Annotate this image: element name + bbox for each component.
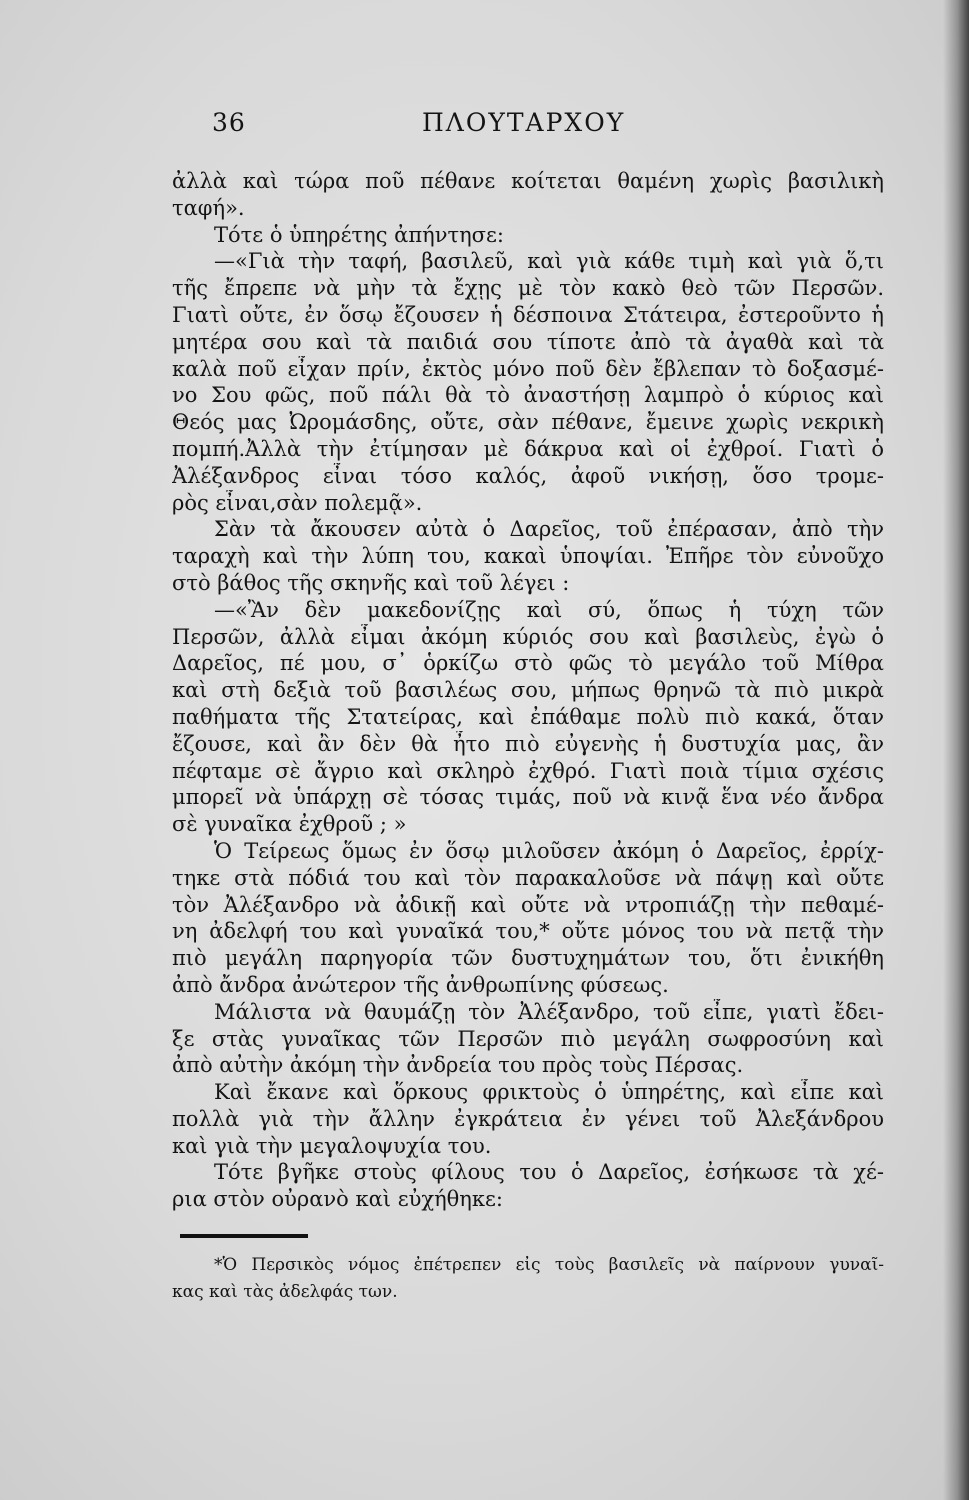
text-line: Σὰν τὰ ἄκουσεν αὐτὰ ὁ Δαρεῖος, τοῦ ἐπέρασαν, ἀπὸ τὴν: [214, 517, 884, 542]
text-line: τῆς ἔπρεπε νὰ μὴν τὰ ἔχῃς μὲ τὸν κακὸ θεὸ τῶν Περσῶν.: [172, 276, 884, 301]
text-line: νη ἀδελφή του καὶ γυναῖκά του,* οὔτε μόνος του νὰ πετᾷ τὴν: [172, 919, 884, 944]
text-line: Καὶ ἔκανε καὶ ὅρκους φρικτοὺς ὁ ὑπηρέτης, καὶ εἶπε καὶ: [214, 1080, 884, 1105]
body-text: [172, 168, 884, 1213]
text-line: ξε στὰς γυναῖκας τῶν Περσῶν πιὸ μεγάλη σωφροσύνη καὶ: [172, 1026, 884, 1051]
text-line: καὶ στὴ δεξιὰ τοῦ βασιλέως σου, μήπως θρηνῶ τὰ πιὸ μικρὰ: [172, 678, 884, 703]
text-line: στὸ βάθος τῆς σκηνῆς καὶ τοῦ λέγει :: [172, 570, 570, 595]
text-line: τηκε στὰ πόδιά του καὶ τὸν παρακαλοῦσε νὰ πάψῃ καὶ οὔτε: [172, 865, 884, 890]
binding-shadow: [943, 0, 969, 1500]
text-line: ρια στὸν οὐρανὸ καὶ εὐχήθηκε:: [172, 1187, 503, 1212]
text-line: καλὰ ποῦ εἶχαν πρίν, ἐκτὸς μόνο ποῦ δὲν ἔβλεπαν τὸ δοξασμέ-: [172, 356, 884, 381]
footnote-divider: [180, 1234, 308, 1238]
text-line: Θεός μας Ὠρομάσδης, οὔτε, σὰν πέθανε, ἔμεινε χωρὶς νεκρικὴ: [172, 410, 884, 435]
text-line: πολλὰ γιὰ τὴν ἄλλην ἐγκράτεια ἐν γένει τοῦ Ἀλεξάνδρου: [172, 1106, 884, 1131]
text-line: σὲ γυναῖκα ἐχθροῦ ; »: [172, 812, 407, 837]
text-line: μπορεῖ νὰ ὑπάρχῃ σὲ τόσας τιμάς, ποῦ νὰ κινᾷ ἕνα νέο ἄνδρα: [172, 785, 884, 810]
text-line: πομπή.Ἀλλὰ τὴν ἐτίμησαν μὲ δάκρυα καὶ οἱ ἐχθροί. Γιατὶ ὁ: [172, 436, 884, 461]
text-line: —«Γιὰ τὴν ταφή, βασιλεῦ, καὶ γιὰ κάθε τιμὴ καὶ γιὰ ὅ,τι: [214, 249, 884, 274]
text-line: Δαρεῖος, πέ μου, σ᾽ ὁρκίζω στὸ φῶς τὸ μεγάλο τοῦ Μίθρα: [172, 651, 884, 676]
text-line: —«Ἂν δὲν μακεδονίζῃς καὶ σύ, ὅπως ἡ τύχη τῶν: [214, 597, 884, 622]
text-line: ρὸς εἶναι,σὰν πολεμᾷ».: [172, 490, 423, 515]
text-line: Τότε ὁ ὑπηρέτης ἀπήντησε:: [214, 222, 504, 247]
text-line: Περσῶν, ἀλλὰ εἶμαι ἀκόμη κύριός σου καὶ βασιλεὺς, ἐγὼ ὁ: [172, 624, 884, 649]
page-number: 36: [212, 108, 246, 137]
text-line: ἔζουσε, καὶ ἂν δὲν θὰ ἦτο πιὸ εὐγενὴς ἡ δυστυχία μας, ἂν: [172, 731, 884, 756]
text-line: Μάλιστα νὰ θαυμάζῃ τὸν Ἀλέξανδρο, τοῦ εἶπε, γιατὶ ἔδει-: [214, 999, 884, 1024]
text-line: παθήματα τῆς Στατείρας, καὶ ἐπάθαμε πολὺ πιὸ κακά, ὅταν: [172, 704, 884, 729]
text-line: ἀπὸ αὐτὴν ἀκόμη τὴν ἀνδρεία του πρὸς τοὺς Πέρσας.: [172, 1053, 744, 1078]
text-line: Ἀλέξανδρος εἶναι τόσο καλός, ἀφοῦ νικήσῃ, ὅσο τρομε-: [172, 463, 884, 488]
text-line: πιὸ μεγάλη παρηγορία τῶν δυστυχημάτων του, ὅτι ἐνικήθη: [172, 946, 884, 971]
text-line: Τότε βγῆκε στοὺς φίλους του ὁ Δαρεῖος, ἐσήκωσε τὰ χέ-: [214, 1160, 884, 1185]
footnote-line: κας καὶ τὰς ἀδελφάς των.: [172, 1282, 398, 1302]
text-line: Γιατὶ οὔτε, ἐν ὅσῳ ἔζουσεν ἡ δέσποινα Στάτειρα, ἐστεροῦντο ἡ: [172, 302, 884, 327]
page-header: [212, 108, 882, 148]
text-line: τὸν Ἀλέξανδρο νὰ ἀδικῇ καὶ οὔτε νὰ ντροπιάζῃ τὴν πεθαμέ-: [172, 892, 884, 917]
footnote: [172, 1252, 884, 1306]
text-line: ταραχὴ καὶ τὴν λύπη του, κακαὶ ὑποψίαι. Ἐπῆρε τὸν εὐνοῦχο: [172, 544, 884, 569]
text-line: ταφή».: [172, 195, 245, 220]
text-line: μητέρα σου καὶ τὰ παιδιά σου τίποτε ἀπὸ τὰ ἀγαθὰ καὶ τὰ: [172, 329, 884, 354]
text-line: πέφταμε σὲ ἄγριο καὶ σκληρὸ ἐχθρό. Γιατὶ ποιὰ τίμια σχέσις: [172, 758, 884, 783]
text-line: καὶ γιὰ τὴν μεγαλοψυχία του.: [172, 1133, 492, 1158]
text-line: νο Σου φῶς, ποῦ πάλι θὰ τὸ ἀναστήσῃ λαμπρὸ ὁ κύριος καὶ: [172, 383, 884, 408]
running-head: ΠΛΟΥΤΑΡΧΟΥ: [422, 108, 626, 137]
text-line: ἀπὸ ἄνδρα ἀνώτερον τῆς ἀνθρωπίνης φύσεως.: [172, 972, 669, 997]
text-line: Ὁ Τείρεως ὅμως ἐν ὅσῳ μιλοῦσεν ἀκόμη ὁ Δαρεῖος, ἐρρίχ-: [214, 838, 884, 863]
text-line: ἀλλὰ καὶ τώρα ποῦ πέθανε κοίτεται θαμένη χωρὶς βασιλικὴ: [172, 169, 884, 193]
footnote-line: *Ὁ Περσικὸς νόμος ἐπέτρεπεν εἰς τοὺς βασιλεῖς νὰ παίρνουν γυναῖ-: [214, 1255, 884, 1275]
